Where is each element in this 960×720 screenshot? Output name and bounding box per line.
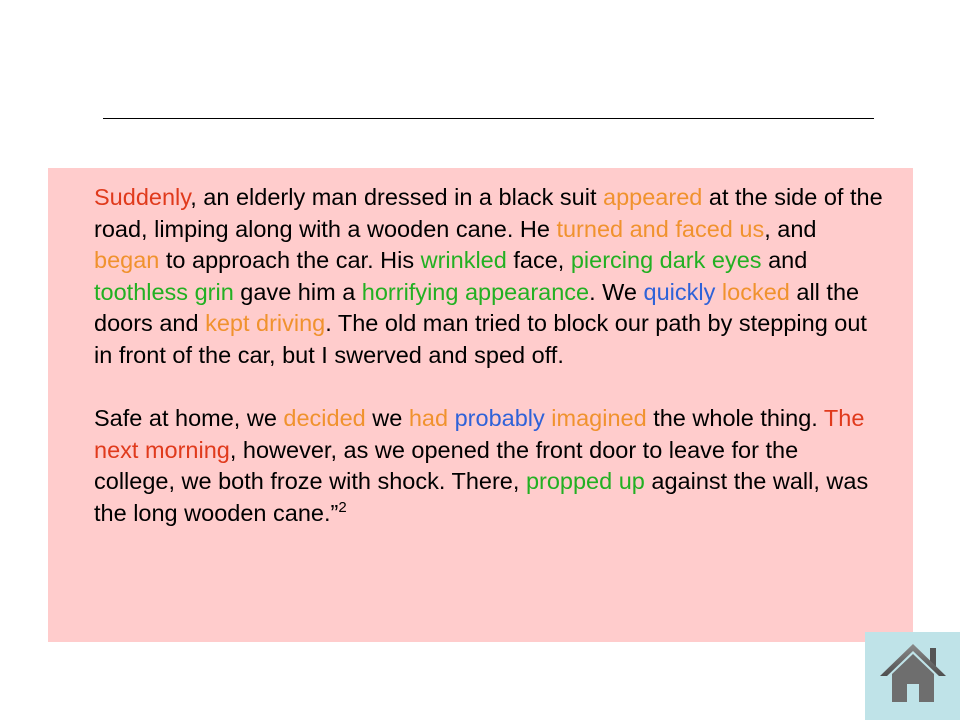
text-span: gave him a [233,278,362,305]
text-span: , an elderly man dressed in a black suit [190,184,604,210]
text-span: The next morning [94,405,865,463]
home-icon [878,642,948,708]
home-button[interactable] [865,632,960,720]
text-span: kept driving [205,310,326,336]
text-span: against the wall, was the long wooden cane.” [94,468,869,526]
text-span: and [761,247,808,273]
text-span: toothless grin [94,278,234,305]
text-span: piercing dark eyes [570,247,762,273]
text-span: , however, as we opened the front door to leave for the college, we both froze with shock. There, [94,436,799,494]
text-span: had [408,405,449,431]
text-span: . The old man tried to block our path by stepping out in front of the car, but I swerved and sped off. [94,310,867,368]
text-span: decided [283,405,366,431]
text-span: appeared [603,184,703,210]
paragraph-2 [94,403,883,529]
text-span: turned and faced us [556,215,765,242]
text-span: the whole thing. [646,405,824,431]
title-divider-line [103,118,874,119]
text-span: . We [589,278,644,305]
footnote-marker: 2 [338,498,347,516]
text-span: locked [721,278,790,305]
story-text-box [48,168,913,642]
text-span: wrinkled [420,247,507,273]
text-span: propped up [525,468,645,494]
text-span: imagined [551,405,647,431]
text-span: began [94,247,160,273]
text-span: quickly [643,278,716,305]
text-span: probably [454,405,545,431]
text-span: horrifying appearance [361,278,590,305]
text-span: , and [764,215,817,242]
text-span: all the doors and [94,278,860,336]
text-span: Safe at home, we [94,405,284,431]
text-span: Suddenly [94,184,191,210]
text-span: we [365,405,409,431]
paragraph-1 [94,182,883,371]
text-span: at the side of the road, limping along with a wooden cane. He [94,184,883,242]
text-span: to approach the car. His [159,247,421,273]
text-span: face, [506,247,571,273]
